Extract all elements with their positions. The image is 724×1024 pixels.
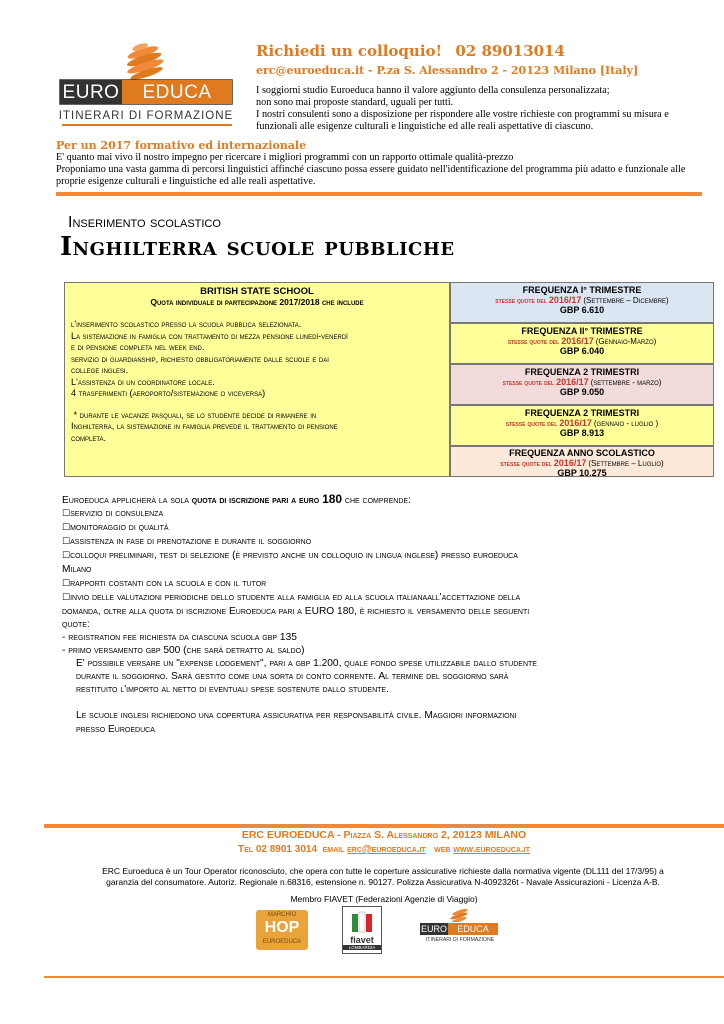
fiavet-badge-main: fiavet <box>350 935 374 945</box>
contact-line[interactable]: erc@euroeduca.it - P.za S. Alessandro 2 - 20123 Milano [Italy] <box>256 64 639 77</box>
note-line: completa. <box>71 432 107 443</box>
option-quote <box>451 295 713 305</box>
option-title: FREQUENZA ANNO SCOLASTICO <box>509 448 655 458</box>
small-logo-tagline: ITINERARI DI FORMAZIONE <box>425 937 495 943</box>
checklist-item: ☐ rapporti costanti con la scuola e con il tutor <box>62 577 662 591</box>
checklist-continuation: Milano <box>62 564 92 576</box>
header-divider <box>56 192 702 196</box>
included-item: La sistemazione in famiglia con trattamento di mezza pensione lunedì-venerdì <box>71 330 348 341</box>
included-list <box>65 319 449 400</box>
pitch-line: proprie esigenze culturali e linguistiche ed alle reali aspettative. <box>56 176 316 187</box>
option-quote-prefix: stesse quote del <box>505 419 558 428</box>
option-period: (gennaio - luglio ) <box>593 419 659 428</box>
section-label: Inserimento scolastico <box>68 214 221 231</box>
option-two-terms-jan-jul <box>450 405 714 446</box>
option-first-term <box>450 282 714 323</box>
pitch-body <box>56 152 696 188</box>
checklist-item: ☐ assistenza in fase di prenotazione e durante il soggiorno <box>62 535 662 549</box>
option-year: 2016/17 <box>548 295 582 305</box>
program-details-cell <box>64 282 450 477</box>
expense-line: E' possibile versare un "expense lodgement", pari a gbp 1.200, quale fondo spese utilizzabile dallo studente <box>76 658 537 670</box>
option-period: (settembre - marzo) <box>590 378 662 387</box>
legal-line: garanzia del consumatore. Autoriz. Regionale n.68316, estensione n. 90127. Polizza Assicurativa N-4092326t - Navale Assicurazioni - Licenza A-B. <box>106 877 660 887</box>
page-title: Inghilterra scuole pubbliche <box>60 232 455 262</box>
logo-word-euro: EURO <box>62 82 120 103</box>
fees-intro-amount: 180 <box>322 492 343 506</box>
option-title: FREQUENZA II° TRIMESTRE <box>521 326 643 336</box>
option-period: (Gennaio-Marzo) <box>595 337 657 346</box>
footer-web-link[interactable]: www.euroeduca.it <box>453 844 530 855</box>
option-year: 2016/17 <box>556 377 589 387</box>
logo-underline <box>62 124 232 126</box>
option-price: GBP 9.050 <box>559 387 605 397</box>
included-item: servizio di guardianship, richiesto obbligatoriamente dalle scuole e dai <box>71 353 329 364</box>
footer-tel[interactable]: 02 8901 3014 <box>255 844 318 855</box>
note-line: Inghilterra, la sistemazione in famiglia prevede il trattamento di pensione <box>71 421 338 431</box>
option-title: FREQUENZA I° TRIMESTRE <box>522 285 642 295</box>
option-quote <box>451 458 713 468</box>
insurance-line: Le scuole inglesi richiedono una copertura assicurativa per responsabilità civile. Maggiori informazioni <box>76 710 517 722</box>
fees-intro-bold: quota di iscrizione pari a euro <box>191 495 323 506</box>
pitch-block <box>56 139 696 188</box>
checklist-continuation: domanda, oltre alla quota di iscrizione Euroeduca pari a EURO 180, è richiesto il versamento delle seguenti <box>62 605 530 617</box>
dash-item: - registration fee richiesta da ciascuna scuola gbp 135 <box>62 631 297 643</box>
euroeduca-logo <box>56 40 236 130</box>
option-quote <box>451 336 713 346</box>
euroeduca-small-logo <box>418 908 502 950</box>
hop-badge-top: MARCHIO <box>267 912 297 918</box>
bottom-divider <box>44 976 724 978</box>
note-line: * durante le vacanze pasquali, se lo studente decide di rimanere in <box>71 409 317 420</box>
footer-tel-label: Tel <box>238 844 254 855</box>
included-item: 4 trasferimenti (aeroporto/sistemazione o viceversa) <box>71 388 266 398</box>
intro-line: funzionali alle esigenze culturali e linguistiche ed alle reali aspettative di ciascuno. <box>256 121 594 132</box>
pitch-line: E' quanto mai vivo il nostro impegno per ricercare i migliori programmi con un rapporto ottimale qualità-prezzo <box>56 152 514 163</box>
option-quote-prefix: stesse quote del <box>495 296 547 305</box>
membership-text: Membro FIAVET (Federazioni Agenzie di Viaggio) <box>290 894 478 904</box>
option-period: (Settembre – Luglio) <box>588 459 664 468</box>
included-item: college inglesi. <box>71 365 129 375</box>
legal-text <box>48 866 718 888</box>
footer-email-link[interactable]: erc@euroeduca.it <box>347 844 426 855</box>
fees-section <box>62 493 662 736</box>
option-price: GBP 6.610 <box>559 305 605 315</box>
fees-intro-suffix: che comprende: <box>342 495 411 506</box>
option-price: GBP 8.913 <box>559 428 605 438</box>
option-second-term <box>450 323 714 364</box>
fiavet-mark-icon <box>350 910 374 934</box>
included-item: L'assistenza di un coordinatore locale. <box>71 376 215 387</box>
option-year: 2016/17 <box>559 418 592 428</box>
easter-note <box>65 410 449 445</box>
option-quote-prefix: stesse quote del <box>502 378 555 387</box>
option-year: 2016/17 <box>553 458 587 468</box>
expense-line: restituito l'importo al netto di eventuali spese sostenute dallo studente. <box>76 684 389 696</box>
footer-divider <box>44 824 724 828</box>
dash-item: - primo versamento gbp 500 (che sarà detratto al saldo) <box>62 645 305 657</box>
footer-web-label: web <box>434 844 451 855</box>
pitch-title: Per un 2017 formativo ed internazionale <box>56 139 307 152</box>
included-item: l'inserimento scolastico presso la scuola pubblica selezionata. <box>71 319 302 329</box>
option-price: GBP 10.275 <box>557 468 607 478</box>
intro-line: I soggiorni studio Euroeduca hanno il valore aggiunto della consulenza personalizzata; <box>256 85 610 96</box>
legal-line: ERC Euroeduca è un Tour Operator riconosciuto, che opera con tutte le coperture assicurative richieste dalla normativa vigente (DL111 del 17/3/95) a <box>102 866 664 876</box>
program-subheading: Quota individuale di partecipazione 2017/2018 che include <box>150 297 364 307</box>
intro-paragraph <box>256 85 716 133</box>
insurance-line: presso Euroeduca <box>76 723 155 735</box>
hop-badge-main: HOP <box>264 919 300 936</box>
intro-line: non sono mai proposte standard, uguali per tutti. <box>256 97 454 108</box>
checklist-item: ☐ colloqui preliminari, test di selezione (è previsto anche un colloquio in lingua inglese) presso euroeduca <box>62 549 662 563</box>
small-flame-icon <box>450 908 470 922</box>
program-heading: BRITISH STATE SCHOOL <box>200 286 314 297</box>
option-quote-prefix: stesse quote del <box>507 337 560 346</box>
header-text <box>256 42 716 133</box>
footer-contact <box>44 844 724 855</box>
fiavet-badge <box>342 906 382 954</box>
logo-word-educa: EDUCA <box>142 82 212 103</box>
option-quote <box>451 418 713 428</box>
small-logo-euro: EURO <box>420 924 447 934</box>
pitch-line: Proponiamo una vasta gamma di percorsi linguistici affinché ciascuno possa essere guidato nell'identificazione del programma più adatto e funzionale alle <box>56 164 686 175</box>
option-title: FREQUENZA 2 TRIMESTRI <box>524 367 640 377</box>
cta-line <box>256 42 716 60</box>
included-item: e di pensione completa nel week end. <box>71 342 205 352</box>
option-title: FREQUENZA 2 TRIMESTRI <box>524 408 640 418</box>
checklist-continuation: quote: <box>62 618 90 630</box>
hop-badge <box>256 910 308 950</box>
checklist-item: ☐ monitoraggio di qualità <box>62 521 662 535</box>
checklist-item: ☐ servizio di consulenza <box>62 507 662 521</box>
spacer <box>62 696 662 709</box>
cta-phone[interactable]: 02 89013014 <box>455 42 565 60</box>
option-period: (Settembre – Dicembre) <box>583 296 669 305</box>
fees-intro-prefix: Euroeduca applicherà la sola <box>62 495 192 506</box>
checklist-item: ☐ invio delle valutazioni periodiche dello studente alla famiglia ed alla scuola italianaall'accettazione della <box>62 591 662 605</box>
logo-tagline: ITINERARI DI FORMAZIONE <box>58 110 234 122</box>
small-logo-educa: EDUCA <box>448 923 498 935</box>
footer-email-label: email <box>322 844 345 855</box>
option-quote-prefix: stesse quote del <box>500 459 552 468</box>
option-quote <box>451 377 713 387</box>
footer-address: ERC EUROEDUCA - Piazza S. Alessandro 2, 20123 MILANO <box>241 829 527 841</box>
fees-intro <box>62 493 662 507</box>
intro-line: I nostri consulenti sono a disposizione per rispondere alle vostre richieste con programmi su misura e <box>256 109 669 120</box>
option-year: 2016/17 <box>561 336 594 346</box>
expense-line: durante il soggiorno. Sarà gestito come una sorta di conto corrente. Al termine del soggiorno sarà <box>76 671 509 683</box>
option-price: GBP 6.040 <box>559 346 605 356</box>
option-two-terms-sep-mar <box>450 364 714 405</box>
fiavet-badge-sub: LOMBARDIA <box>343 945 381 950</box>
option-school-year <box>450 446 714 477</box>
hop-badge-bottom: EUROEDUCA <box>262 939 302 945</box>
cta-text: Richiedi un colloquio! <box>256 42 443 60</box>
